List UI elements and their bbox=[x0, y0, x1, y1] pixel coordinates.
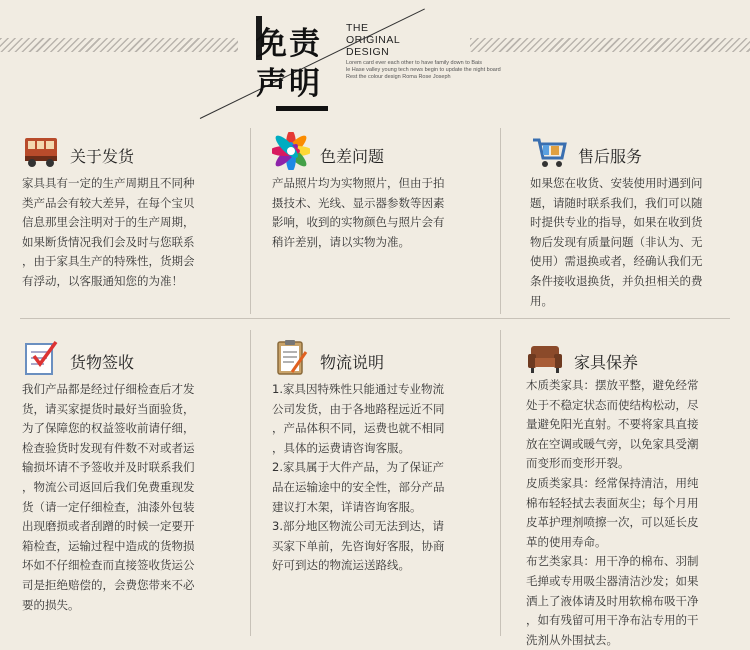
section-body: 产品照片均为实物照片，但由于拍 摄技术、光线、显示器参数等因素 影响，收到的实物颜色与照片会有 稍许差别，请以实物为准。 bbox=[272, 176, 445, 249]
decorative-stripe-left bbox=[0, 38, 238, 52]
design-subtitle: THE ORIGINAL DESIGN bbox=[346, 22, 401, 58]
section-shipping bbox=[22, 132, 242, 292]
sofa-icon bbox=[526, 338, 564, 376]
delivery-truck-icon bbox=[22, 132, 60, 170]
section-title: 色差问题 bbox=[320, 147, 385, 166]
section-title: 货物签收 bbox=[70, 353, 135, 372]
column-divider bbox=[250, 128, 251, 314]
page-title-line1: 免责 bbox=[256, 26, 322, 62]
section-color bbox=[272, 132, 492, 252]
section-body: 如果您在收货、安装使用时遇到问 题，请随时联系我们，我们可以随 时提供专业的指导，如果在收到货 物后发现有质量问题（非认为、无 使用）需退换或者，经确认我们无 条件接收退换货，并负担相关的费 用。 bbox=[530, 176, 703, 308]
color-palette-icon bbox=[272, 132, 310, 170]
section-title: 关于发货 bbox=[70, 147, 135, 166]
section-title: 物流说明 bbox=[320, 353, 385, 372]
section-aftersale bbox=[530, 132, 750, 311]
column-divider bbox=[500, 128, 501, 314]
column-divider bbox=[500, 330, 501, 636]
decorative-stripe-right bbox=[470, 38, 750, 52]
clipboard-pen-icon bbox=[272, 338, 310, 376]
section-logistics bbox=[272, 338, 492, 576]
column-divider bbox=[250, 330, 251, 636]
design-tiny-text: Lorem card ever each other to have family down to Bais le Hase valley young tech news begin to update the night board Rest the colour design Roma Rose Joseph bbox=[346, 60, 501, 80]
section-title: 家具保养 bbox=[574, 353, 639, 372]
section-title: 售后服务 bbox=[578, 147, 643, 166]
section-body: 家具具有一定的生产周期且不同种 类产品会有较大差异，在每个宝贝 信息那里会注明对于的生产周期， 如果断货情况我们会及时与您联系 ，由于家具生产的特殊性，货期会 有浮动，以客服通知您的为准！ bbox=[22, 176, 195, 288]
section-body: 木质类家具：摆放平整，避免经常 处于不稳定状态而使结构松动，尽 量避免阳光直射。不要将家具直接 放在空调或暖气旁，以免家具受潮 而变形而变形开裂。 皮质类家具：经常保持清洁，用纯 棉布轻轻拭去表面灰尘；每个月用 皮革护理剂喷擦一次，可以延长皮 革的使用寿命。 布艺类家具：用干净的棉布、羽制 毛掸或专用吸尘器清洁沙发；如果 洒上了液体请及时用软棉布吸干净 ，如有残留可用干净布沾专用的干 洗剂从外围拭去。 bbox=[526, 378, 699, 647]
checklist-icon bbox=[22, 338, 60, 376]
section-body: 1.家具因特殊性只能通过专业物流 公司发货，由于各地路程远近不同 ，产品体积不同，运费也就不相同 ，具体的运费请咨询客服。 2.家具属于大件产品，为了保证产 品在运输途中的安全性，部分产品 建议打木架，详请咨询客服。 3.部分地区物流公司无法到达，请 买家下单前，先咨询好客服，协商 好可到达的物流运送路线。 bbox=[272, 382, 445, 573]
shopping-cart-icon bbox=[530, 132, 568, 170]
section-signoff bbox=[22, 338, 242, 615]
title-underline bbox=[276, 106, 328, 111]
section-care bbox=[526, 338, 746, 650]
section-body: 我们产品都是经过仔细检查后才发 货，请买家提货时最好当面验货， 为了保障您的权益签收前请仔细， 检查验货时发现有件数不对或者运 输损坏请不予签收并及时联系我们 ，物流公司返回后我们免费重现发 货（请一定仔细检查，油漆外包装 出现磨损或者刮蹭的时候一定要开 箱检查，运输过程中造成的货物损 坏如不仔细检查而直接签收货运公 司是拒绝赔偿的，会费您带来不必 要的损失。 bbox=[22, 382, 195, 612]
page-title-line2: 声明 bbox=[256, 66, 322, 102]
row-divider bbox=[20, 318, 730, 319]
